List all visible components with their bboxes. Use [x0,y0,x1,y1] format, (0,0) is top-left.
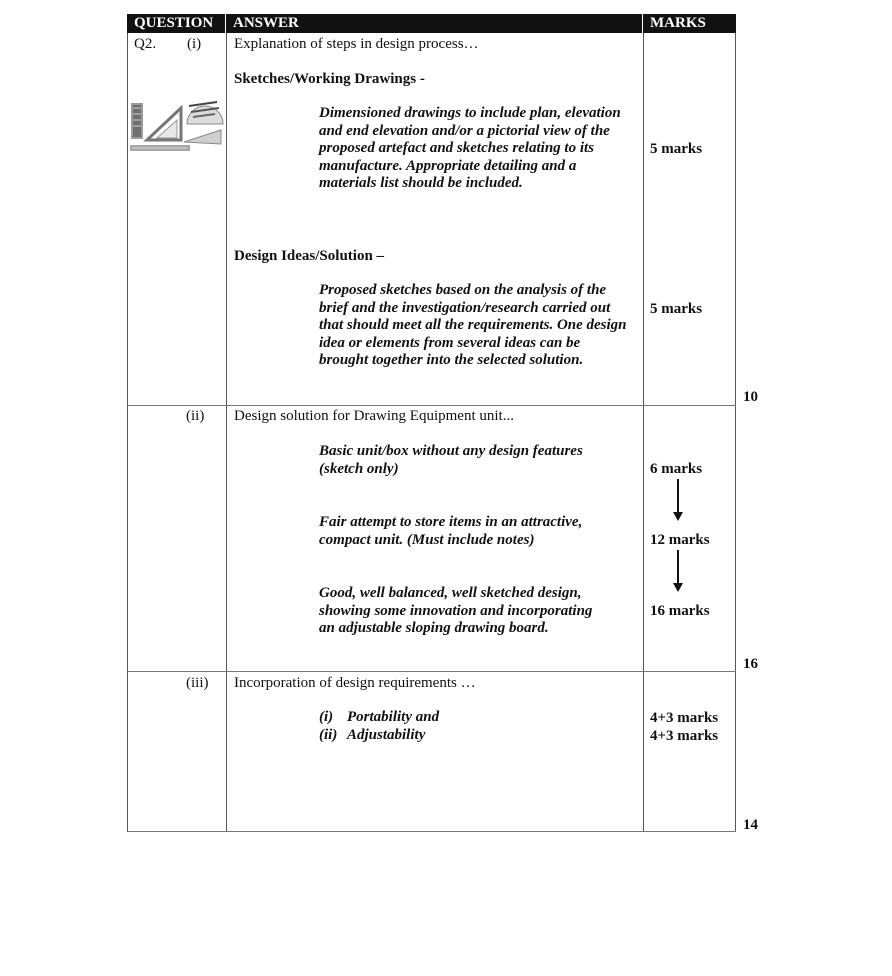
level-2-line-1: Fair attempt to store items in an attractive, [319,514,583,530]
drawing-equipment-illustration [129,100,225,154]
header-marks-label: MARKS [650,15,706,31]
level-3-description [319,585,592,638]
column-divider-question [226,33,227,832]
sketches-line-4: manufacture. Appropriate detailing and a [319,157,577,174]
section-i-total: 10 [743,389,758,405]
design-ideas-description [319,282,627,370]
part-label-iii: (iii) [186,675,209,691]
design-ideas-line-1: Proposed sketches based on the analysis of the [319,282,607,298]
level-3-marks: 16 marks [650,603,710,619]
sketches-description [319,105,621,193]
requirement-2-marks: 4+3 marks [650,728,719,744]
section-iii-intro: Incorporation of design requirements … [234,675,476,691]
row-divider-2 [127,671,736,672]
level-1-marks: 6 marks [650,461,703,477]
header-question-label: QUESTION [134,15,214,31]
level-1-line-2: (sketch only) [319,460,399,477]
requirement-2-number: (ii) [319,727,338,743]
level-2-line-2: compact unit. (Must include notes) [319,531,535,548]
arrow-down-1-icon [673,512,683,521]
arrow-down-1-shaft [677,479,679,512]
sketches-line-3: proposed artefact and sketches relating to its [319,140,594,157]
design-ideas-heading: Design Ideas/Solution – [234,248,385,264]
row-divider-1 [127,405,736,406]
table-border-right [735,33,736,832]
section-iii-total: 14 [743,817,758,833]
part-label-i: (i) [187,36,202,52]
design-ideas-line-2: brief and the investigation/research carried out [319,299,611,316]
drawing-equipment-image [129,100,225,154]
design-ideas-marks: 5 marks [650,301,703,317]
requirement-2 [319,727,425,745]
requirement-1 [319,709,439,727]
level-3-line-2: showing some innovation and incorporating [319,602,593,619]
section-ii-intro: Design solution for Drawing Equipment unit... [234,408,514,424]
level-3-line-3: an adjustable sloping drawing board. [319,620,549,637]
section-ii-total: 16 [743,656,758,672]
level-2-description [319,514,582,549]
column-divider-marks [643,33,644,832]
design-ideas-line-4: idea or elements from several ideas can be [319,334,581,351]
design-ideas-line-5: brought together into the selected solution. [319,352,584,369]
sketches-heading: Sketches/Working Drawings - [234,71,425,87]
sketches-line-5: materials list should be included. [319,175,523,192]
header-marks [643,14,736,33]
section-i-intro: Explanation of steps in design process… [234,36,479,52]
level-1-line-1: Basic unit/box without any design features [319,443,583,459]
requirement-1-number: (i) [319,709,334,725]
part-label-ii: (ii) [186,408,205,424]
level-3-line-1: Good, well balanced, well sketched design, [319,585,582,601]
sketches-line-1: Dimensioned drawings to include plan, elevation [319,105,621,121]
design-ideas-line-3: that should meet all the requirements. One design [319,317,627,334]
level-2-marks: 12 marks [650,532,710,548]
table-border-bottom [127,831,736,832]
arrow-down-2-shaft [677,550,679,583]
header-answer-label: ANSWER [233,15,299,31]
header-answer [226,14,642,33]
arrow-down-2-icon [673,583,683,592]
requirement-1-label: Portability and [347,709,440,725]
requirement-2-label: Adjustability [347,727,426,743]
sketches-marks: 5 marks [650,141,703,157]
level-1-description [319,443,583,478]
header-question [127,14,225,33]
sketches-line-2: and end elevation and/or a pictorial view of the [319,122,610,139]
table-border-left [127,33,128,832]
requirement-1-marks: 4+3 marks [650,710,719,726]
question-number: Q2. [134,36,157,52]
